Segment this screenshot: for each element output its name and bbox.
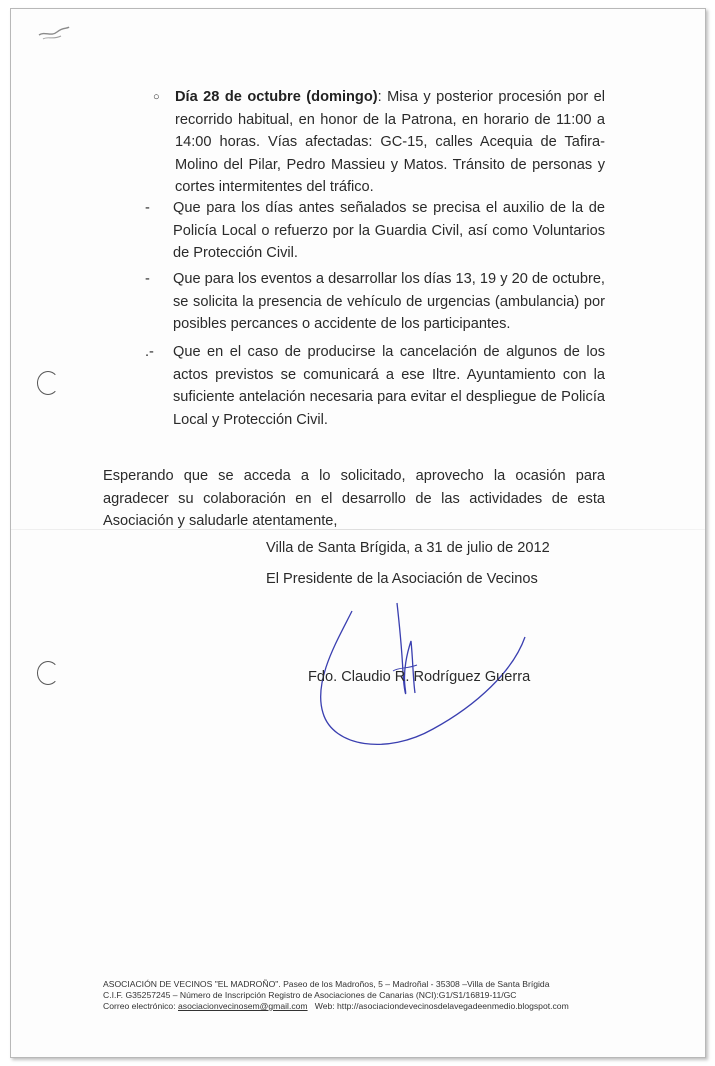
punch-hole-top xyxy=(37,371,59,395)
footer-web-label: Web: xyxy=(307,1001,338,1011)
closing-paragraph: Esperando que se acceda a lo solicitado, aprovecho la ocasión para agradecer su colaboración en el desarrollo de las actividades de esta Asociación y saludarle atentamente, xyxy=(103,468,605,529)
footer-email-label: Correo electrónico: xyxy=(103,1001,178,1011)
event-detail-text: : Misa y posterior procesión por el recorrido habitual, en honor de la Patrona, en horario de 11:00 a 14:00 horas. Vías afectadas: GC-15, calles Acequia de Tafira-Molino del Pilar, Pedro Massieu y Matos. Tránsito de personas y cortes intermitentes del tráfico. xyxy=(175,89,606,195)
list-item xyxy=(145,268,605,336)
list-item-text: Que para los eventos a desarrollar los días 13, 19 y 20 de octubre, se solicita la presencia de vehículo de urgencias (ambulancia) por posibles percances o accidente de los participantes. xyxy=(173,271,605,332)
list-item-text: Que en el caso de producirse la cancelación de algunos de los actos previstos se comunicará a ese Iltre. Ayuntamiento con la suficiente antelación necesaria para evitar el despliegue de Policía Local y Protección Civil. xyxy=(173,344,605,428)
footer-web-link[interactable]: http://asociaciondevecinosdelavegadeenmedio.blogspot.com xyxy=(337,1001,569,1011)
signer-role: El Presidente de la Asociación de Vecinos xyxy=(266,571,538,587)
list-dash: - xyxy=(145,271,150,287)
list-item-text: Que para los días antes señalados se precisa el auxilio de la de Policía Local o refuerzo por la Guardia Civil, así como Voluntarios de Protección Civil. xyxy=(173,200,605,261)
punch-hole-bottom xyxy=(37,661,59,685)
event-date-bold: Día 28 de octubre (domingo) xyxy=(175,89,378,105)
scan-smudge-mark xyxy=(37,21,71,43)
circle-bullet-icon: ○ xyxy=(153,91,160,103)
letterhead-footer xyxy=(103,979,569,1012)
list-dash: .- xyxy=(145,344,154,360)
event-detail-item xyxy=(153,86,605,199)
list-dash: - xyxy=(145,200,150,216)
list-item xyxy=(145,197,605,265)
signer-name: Fdo. Claudio R. Rodríguez Guerra xyxy=(308,669,531,685)
list-item xyxy=(145,341,605,431)
footer-email-link[interactable]: asociacionvecinosem@gmail.com xyxy=(178,1001,308,1011)
footer-registry: C.I.F. G35257245 – Número de Inscripción Registro de Asociaciones de Canarias (NCI):G1/S1/16819-11/GC xyxy=(103,990,517,1000)
document-page xyxy=(10,8,706,1058)
footer-address: ASOCIACIÓN DE VECINOS "EL MADROÑO". Paseo de los Madroños, 5 – Madroñal - 35308 –Villa de Santa Brígida xyxy=(103,979,550,989)
place-date: Villa de Santa Brígida, a 31 de julio de 2012 xyxy=(266,540,550,556)
footer-contact xyxy=(103,1001,569,1012)
